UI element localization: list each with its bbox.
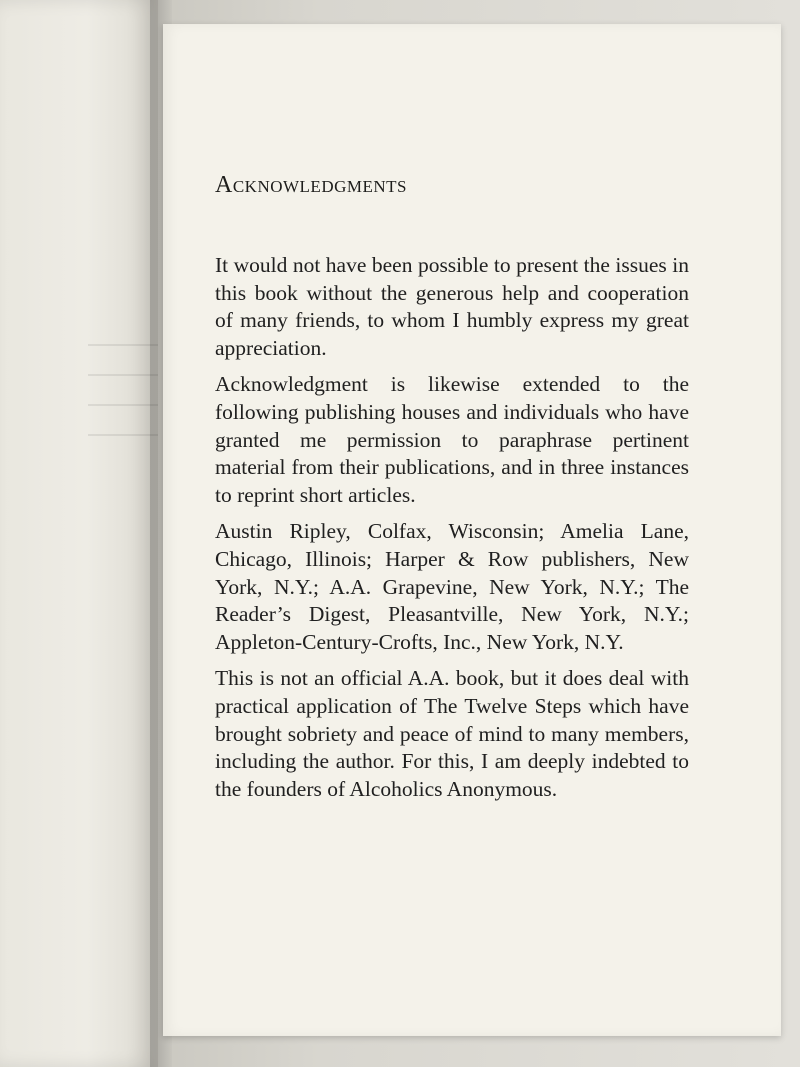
page-body: [215, 252, 689, 812]
paragraph-3: Austin Ripley, Colfax, Wisconsin; Amelia Lane, Chicago, Illinois; Harper & Row publishers, New York, N.Y.; A.A. Grapevine, New York, N.Y.; The Reader’s Digest, Pleasantville, New York, N.Y.; Appleton-Century-Crofts, Inc., New York, N.Y.: [215, 519, 689, 654]
page-heading: Acknowledgments: [215, 172, 407, 198]
left-facing-page: [0, 0, 158, 1067]
paragraph-2: Acknowledgment is likewise extended to the following publishing houses and individuals who have granted me permission to paraphrase pertinent material from their publications, and in three instances to reprint short articles.: [215, 372, 689, 507]
paragraph-1: It would not have been possible to present the issues in this book without the generous help and cooperation of many friends, to whom I humbly express my great appreciation.: [215, 253, 689, 360]
paragraph-4: This is not an official A.A. book, but it does deal with practical application of The Twelve Steps which have brought sobriety and peace of mind to many members, including the author. For this, I am deeply indebted to the founders of Alcoholics Anonymous.: [215, 666, 689, 801]
show-through-text: [88, 330, 158, 460]
acknowledgments-page: [163, 24, 781, 1036]
